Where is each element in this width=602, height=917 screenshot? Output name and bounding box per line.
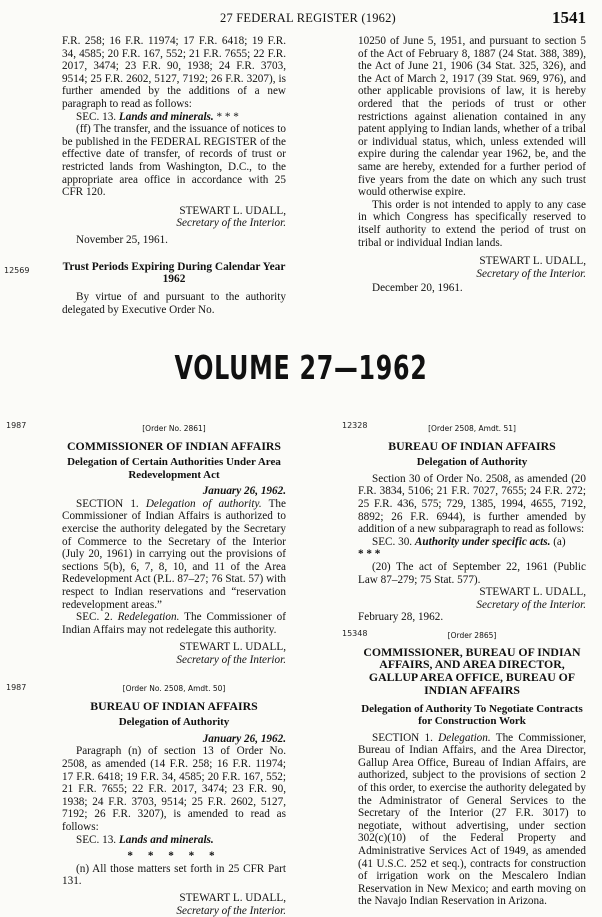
section-2-paragraph: SEC. 2. Redelegation. The Commissioner of Indian Affairs may not redelegate this authority.: [62, 611, 286, 636]
margin-reference: 15348: [342, 629, 368, 638]
signer-title: Secretary of the Interior.: [176, 217, 286, 230]
top-right-column: [358, 35, 586, 295]
bottom-right-column: [358, 423, 586, 624]
signer-title: Secretary of the Interior.: [176, 653, 286, 666]
signer-title: Secretary of the Interior.: [176, 904, 286, 917]
order-intro-paragraph: By virtue of and pursuant to the authority delegated by Executive Order No.: [62, 291, 286, 316]
signer-name: STEWART L. UDALL,: [479, 255, 586, 268]
margin-reference: 1987: [6, 683, 27, 692]
page-header: [0, 9, 602, 31]
order-date: January 26, 1962.: [202, 485, 286, 498]
section-heading: Trust Periods Expiring During Calendar Year 1962: [62, 260, 286, 286]
signature-date: February 28, 1962.: [358, 611, 444, 624]
signer-title: Secretary of the Interior.: [476, 267, 586, 280]
agency-heading: COMMISSIONER OF INDIAN AFFAIRS: [67, 438, 281, 453]
document-subject: Delegation of Certain Authorities Under Area Redevelopment Act: [67, 456, 281, 481]
signer-name: STEWART L. UDALL,: [179, 204, 286, 217]
agency-heading: COMMISSIONER, BUREAU OF INDIAN AFFAIRS, AND AREA DIRECTOR, GALLUP AREA OFFICE, BUREAU OF INDIAN AFFAIRS: [363, 644, 581, 697]
margin-reference: 12569: [4, 266, 30, 275]
section-1-paragraph: SECTION 1. Delegation of authority. The Commissioner of Indian Affairs is authorized to exercise the authority delegated by the Secretary of Commerce to the Secretary of the Interior (July 20, 1961) in carrying out the provisions of sections 5(b), 6, 7, 8, 10, and 11 of the Area Redevelopment Act (P.L. 87–27; 76 Stat. 57) with respect to Indian reservations and “reservation redevelopment areas.”: [62, 497, 286, 611]
document-subject: Delegation of Authority: [416, 456, 528, 469]
running-title: 27 FEDERAL REGISTER (1962): [220, 11, 396, 25]
amendment-paragraph: Section 30 of Order No. 2508, as amended (20 F.R. 3834, 5106; 21 F.R. 7027, 7655; 24 F.R. 272; 25 F.R. 436, 575; 729, 1385, 1994, 4655, 7192, 8892; 26 F.R. 6944), is further amended by addition of a new subparagraph to read as follows:: [358, 472, 586, 536]
order-body-paragraph: 10250 of June 5, 1951, and pursuant to section 5 of the Act of February 8, 1887 (24 Stat. 388, 389), the Act of June 21, 1906 (34 Stat. 325, 326), and the Act of March 2, 1917 (39 Stat. 969, 976), and other applicable provisions of law, it is hereby ordered that the periods of trust or other restrictions against alienation contained in any patent applying to Indian lands, whether of a tribal or individual status, which, unless extended will expire during the calendar year 1962, be, and the same are hereby, extended for a further period of five years from the date on which any such trust would otherwise expire.: [358, 35, 586, 199]
section-13-line: SEC. 13. Lands and minerals. * * *: [76, 110, 239, 123]
document-subject: Delegation of Authority: [118, 716, 230, 729]
section-13-line: SEC. 13. Lands and minerals.: [76, 833, 214, 846]
agency-heading: BUREAU OF INDIAN AFFAIRS: [90, 698, 258, 713]
signature-date: December 20, 1961.: [372, 282, 463, 295]
order-number: [Order No. 2508, Amdt. 50]: [122, 684, 226, 693]
ellipsis-stars: * * * * *: [127, 850, 221, 863]
bottom-left-column: [62, 423, 286, 667]
bottom-right-column-2: [358, 630, 586, 908]
signer-title: Secretary of the Interior.: [476, 598, 586, 611]
amendment-paragraph: Paragraph (n) of section 13 of Order No. 2508, as amended (14 F.R. 258; 16 F.R. 11974; 17 F.R. 6418; 19 F.R. 34, 4585; 20 F.R. 167, 552; 21 F.R. 7655; 22 F.R. 2017, 3474; 23 F.R. 90, 1938; 24 F.R. 3703, 9514; 25 F.R. 2602, 5127, 7192; 26 F.R. 3207), is amended to read as follows:: [62, 745, 286, 833]
order-number: [Order 2865]: [447, 631, 497, 640]
signer-name: STEWART L. UDALL,: [479, 586, 586, 599]
page-number: 1541: [552, 8, 586, 27]
top-left-column: [62, 35, 286, 316]
signer-name: STEWART L. UDALL,: [179, 641, 286, 654]
amendment-citation: F.R. 258; 16 F.R. 11974; 17 F.R. 6418; 19 F.R. 34, 4585; 20 F.R. 167, 552; 21 F.R. 7655; 22 F.R. 2017, 3474; 23 F.R. 90, 1938; 24 F.R. 3703, 9514; 25 F.R. 2602, 5127, 7192; 26 F.R. 3207), is further amended by the additions of a new paragraph to read as follows:: [62, 35, 286, 110]
document-subject: Delegation of Authority To Negotiate Contracts for Construction Work: [361, 702, 583, 728]
margin-reference: 12328: [342, 421, 368, 430]
paragraph-ff: (ff) The transfer, and the issuance of notices to be published in the FEDERAL REGISTER of the effective date of transfer, of records of trust or restricted lands from Washington, D.C., to the appropriate area office in accordance with 25 CFR 120.: [62, 123, 286, 199]
section-1-paragraph: SECTION 1. Delegation. The Commissioner, Bureau of Indian Affairs, and the Area Director, Gallup Area Office, Bureau of Indian Affairs, are authorized, subject to the provisions of section 2 of this order, to exercise the authority delegated by the Administrator of General Services to the Secretary of the Interior (27 F.R. 3017) to negotiate, without advertising, under section 302(c)(10) of the Federal Property and Administrative Services Act of 1949, as amended (41 U.S.C. 252 et seq.), contracts for construction of irrigation work on the Mescalero Indian Reservation in New Mexico; and earth moving on the Navajo Indian Reservation in Arizona.: [358, 731, 586, 908]
order-scope-paragraph: This order is not intended to apply to any case in which Congress has specifically reserved to itself authority to extend the period of trust on tribal or individual Indian lands.: [358, 198, 586, 249]
margin-reference: 1987: [6, 421, 27, 430]
signer-name: STEWART L. UDALL,: [179, 891, 286, 904]
order-number: [Order No. 2861]: [142, 424, 206, 433]
section-30-line: SEC. 30. Authority under specific acts. (a): [372, 535, 566, 548]
bottom-left-column-2: [62, 683, 286, 917]
volume-title: VOLUME 27—1962: [174, 348, 428, 387]
paragraph-20: (20) The act of September 22, 1961 (Public Law 87–279; 75 Stat. 577).: [358, 560, 586, 586]
order-number: [Order 2508, Amdt. 51]: [428, 424, 516, 433]
signature-date: November 25, 1961.: [76, 233, 168, 246]
agency-heading: BUREAU OF INDIAN AFFAIRS: [388, 438, 556, 453]
paragraph-n: (n) All those matters set forth in 25 CFR Part 131.: [62, 862, 286, 888]
ellipsis-stars: * * *: [358, 548, 381, 561]
order-date: January 26, 1962.: [202, 732, 286, 745]
